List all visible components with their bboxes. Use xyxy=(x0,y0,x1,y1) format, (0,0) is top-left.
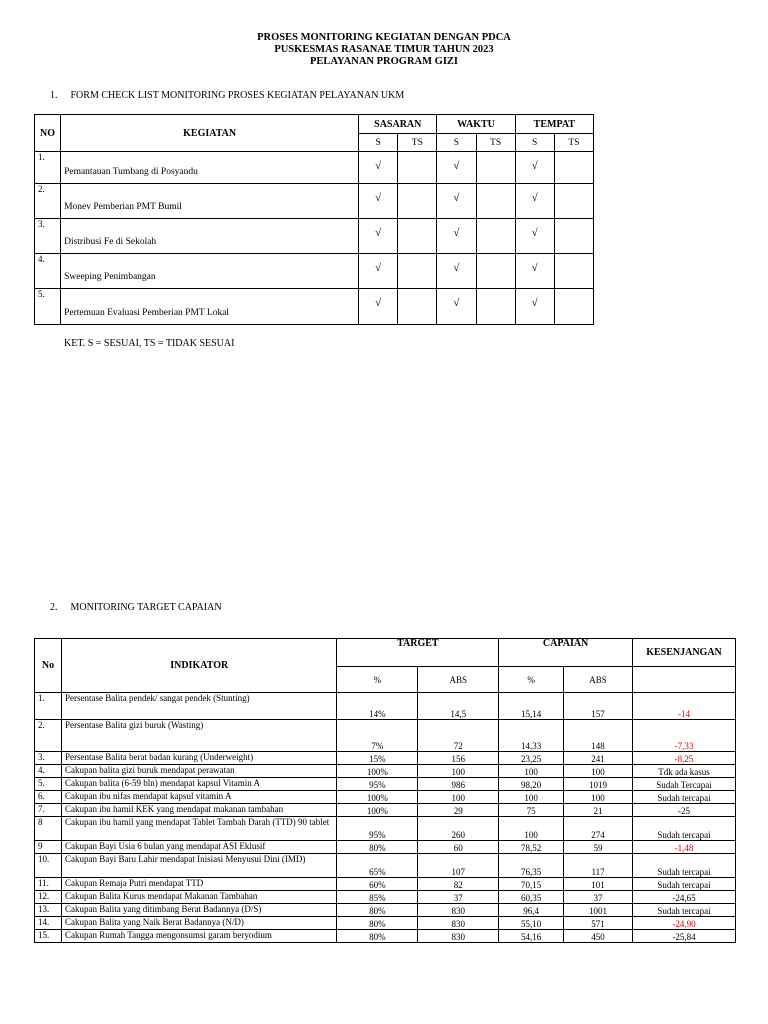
row-capaian-abs: 101 xyxy=(564,878,633,891)
section-1-heading xyxy=(50,90,404,101)
check-waktu-s: √ xyxy=(437,289,476,325)
row-capaian-abs: 37 xyxy=(564,891,633,904)
row-indikator: Cakupan balita (6-59 bln) mendapat kapsul Vitamin A xyxy=(61,778,337,791)
section-2-title: MONITORING TARGET CAPAIAN xyxy=(70,602,222,613)
row-no: 2. xyxy=(35,720,62,752)
row-capaian-abs: 59 xyxy=(564,841,633,854)
row-target-abs: 100 xyxy=(418,765,499,778)
row-target-pct: 85% xyxy=(337,891,418,904)
row-indikator: Persentase Balita berat badan kurang (Underweight) xyxy=(61,752,337,765)
col-header-kegiatan: KEGIATAN xyxy=(61,115,359,152)
row-indikator: Cakupan balita gizi buruk mendapat perawatan xyxy=(61,765,337,778)
row-no: 9 xyxy=(35,841,62,854)
row-kesenjangan: Sudah tercapai xyxy=(633,791,736,804)
row-capaian-abs: 1019 xyxy=(564,778,633,791)
row-target-abs: 29 xyxy=(418,804,499,817)
row-capaian-pct: 54,16 xyxy=(499,930,564,943)
checklist-table xyxy=(34,114,594,325)
row-target-abs: 260 xyxy=(418,817,499,841)
row-capaian-pct: 96,4 xyxy=(499,904,564,917)
row-indikator: Cakupan ibu hamil yang mendapat Tablet Tambah Darah (TTD) 90 tablet xyxy=(61,817,337,841)
section-1-title: FORM CHECK LIST MONITORING PROSES KEGIATAN PELAYANAN UKM xyxy=(70,90,405,101)
check-waktu-s: √ xyxy=(437,152,476,184)
row-capaian-abs: 100 xyxy=(564,791,633,804)
subheader-target-abs: ABS xyxy=(418,667,499,693)
check-sasaran-ts xyxy=(398,152,437,184)
check-waktu-ts xyxy=(476,219,515,254)
check-sasaran-s: √ xyxy=(359,152,398,184)
legend-note: KET. S = SESUAI, TS = TIDAK SESUAI xyxy=(64,338,235,349)
row-kesenjangan: -14 xyxy=(633,693,736,720)
row-kegiatan: Distribusi Fe di Sekolah xyxy=(61,219,359,254)
col-header-tempat: TEMPAT xyxy=(515,115,593,134)
check-tempat-ts xyxy=(554,152,593,184)
table-row xyxy=(35,878,736,891)
row-kesenjangan: -8,25 xyxy=(633,752,736,765)
row-capaian-abs: 241 xyxy=(564,752,633,765)
check-waktu-ts xyxy=(476,289,515,325)
row-target-pct: 15% xyxy=(337,752,418,765)
row-target-pct: 100% xyxy=(337,791,418,804)
row-no: 12. xyxy=(35,891,62,904)
row-no: 14. xyxy=(35,917,62,930)
row-indikator: Cakupan Balita yang Naik Berat Badannya (N/D) xyxy=(61,917,337,930)
row-capaian-abs: 117 xyxy=(564,854,633,878)
table-row xyxy=(35,778,736,791)
check-waktu-s: √ xyxy=(437,219,476,254)
subheader-tempat-s: S xyxy=(515,134,554,152)
row-capaian-abs: 21 xyxy=(564,804,633,817)
subheader-kesenjangan-blank xyxy=(633,667,736,693)
row-target-pct: 95% xyxy=(337,817,418,841)
check-tempat-s: √ xyxy=(515,219,554,254)
check-sasaran-ts xyxy=(398,254,437,289)
row-capaian-pct: 15,14 xyxy=(499,693,564,720)
check-tempat-s: √ xyxy=(515,184,554,219)
check-tempat-s: √ xyxy=(515,254,554,289)
row-indikator: Cakupan Balita yang ditimbang Berat Badannya (D/S) xyxy=(61,904,337,917)
col-header-capaian: CAPAIAN xyxy=(499,639,633,667)
row-no: 10. xyxy=(35,854,62,878)
row-kesenjangan: -24,90 xyxy=(633,917,736,930)
row-target-pct: 100% xyxy=(337,765,418,778)
row-kegiatan: Monev Pemberian PMT Bumil xyxy=(61,184,359,219)
table-row xyxy=(35,817,736,841)
row-capaian-abs: 571 xyxy=(564,917,633,930)
row-kesenjangan: Sudah Tercapai xyxy=(633,778,736,791)
doc-title-line-1: PROSES MONITORING KEGIATAN DENGAN PDCA xyxy=(257,32,511,43)
table-row xyxy=(35,289,594,325)
row-no: 4. xyxy=(35,765,62,778)
row-target-abs: 107 xyxy=(418,854,499,878)
row-indikator: Persentase Balita pendek/ sangat pendek (Stunting) xyxy=(61,693,337,720)
row-kesenjangan: -1,48 xyxy=(633,841,736,854)
row-capaian-abs: 157 xyxy=(564,693,633,720)
check-waktu-s: √ xyxy=(437,254,476,289)
row-capaian-pct: 100 xyxy=(499,765,564,778)
col-header-sasaran: SASARAN xyxy=(359,115,437,134)
row-target-abs: 986 xyxy=(418,778,499,791)
row-capaian-abs: 148 xyxy=(564,720,633,752)
row-target-abs: 830 xyxy=(418,904,499,917)
row-target-abs: 82 xyxy=(418,878,499,891)
row-capaian-abs: 100 xyxy=(564,765,633,778)
subheader-waktu-s: S xyxy=(437,134,476,152)
table-row xyxy=(35,152,594,184)
row-kesenjangan: Sudah tercapai xyxy=(633,878,736,891)
row-kegiatan: Pertemuan Evaluasi Pemberian PMT Lokal xyxy=(61,289,359,325)
table-row xyxy=(35,930,736,943)
row-target-pct: 80% xyxy=(337,917,418,930)
row-kesenjangan: Sudah tercapai xyxy=(633,854,736,878)
subheader-waktu-ts: TS xyxy=(476,134,515,152)
row-no: 2. xyxy=(35,184,61,219)
row-target-abs: 100 xyxy=(418,791,499,804)
subheader-sasaran-ts: TS xyxy=(398,134,437,152)
row-target-pct: 7% xyxy=(337,720,418,752)
check-sasaran-ts xyxy=(398,184,437,219)
check-sasaran-ts xyxy=(398,219,437,254)
row-no: 1. xyxy=(35,693,62,720)
row-capaian-pct: 100 xyxy=(499,817,564,841)
row-no: 4. xyxy=(35,254,61,289)
row-capaian-abs: 274 xyxy=(564,817,633,841)
row-capaian-pct: 78,52 xyxy=(499,841,564,854)
check-tempat-ts xyxy=(554,289,593,325)
row-capaian-pct: 14,33 xyxy=(499,720,564,752)
subheader-tempat-ts: TS xyxy=(554,134,593,152)
section-2-number: 2. xyxy=(50,602,58,613)
table-row xyxy=(35,917,736,930)
check-tempat-ts xyxy=(554,254,593,289)
row-target-abs: 156 xyxy=(418,752,499,765)
table-row xyxy=(35,891,736,904)
row-target-pct: 80% xyxy=(337,904,418,917)
row-no: 7. xyxy=(35,804,62,817)
table-row xyxy=(35,791,736,804)
check-waktu-ts xyxy=(476,152,515,184)
check-tempat-s: √ xyxy=(515,152,554,184)
col-header-target: TARGET xyxy=(337,639,499,667)
table-row xyxy=(35,804,736,817)
row-target-abs: 14,5 xyxy=(418,693,499,720)
table-row xyxy=(35,693,736,720)
subheader-capaian-pct: % xyxy=(499,667,564,693)
row-target-pct: 14% xyxy=(337,693,418,720)
check-waktu-ts xyxy=(476,254,515,289)
row-no: 6. xyxy=(35,791,62,804)
row-indikator: Cakupan Bayi Usia 6 bulan yang mendapat ASI Eklusif xyxy=(61,841,337,854)
row-indikator: Cakupan ibu nifas mendapat kapsul vitamin A xyxy=(61,791,337,804)
col-header-kesenjangan: KESENJANGAN xyxy=(633,639,736,667)
subheader-capaian-abs: ABS xyxy=(564,667,633,693)
row-capaian-abs: 1001 xyxy=(564,904,633,917)
row-target-pct: 100% xyxy=(337,804,418,817)
table-row xyxy=(35,219,594,254)
row-capaian-pct: 23,25 xyxy=(499,752,564,765)
subheader-sasaran-s: S xyxy=(359,134,398,152)
row-no: 13. xyxy=(35,904,62,917)
row-kesenjangan: Tdk ada kasus xyxy=(633,765,736,778)
row-no: 5. xyxy=(35,778,62,791)
col-header-no: NO xyxy=(35,115,61,152)
row-capaian-pct: 100 xyxy=(499,791,564,804)
row-indikator: Cakupan ibu hamil KEK yang mendapat makanan tambahan xyxy=(61,804,337,817)
row-capaian-pct: 70,15 xyxy=(499,878,564,891)
row-target-pct: 95% xyxy=(337,778,418,791)
table-row xyxy=(35,752,736,765)
row-target-abs: 72 xyxy=(418,720,499,752)
row-no: 8 xyxy=(35,817,62,841)
row-capaian-abs: 450 xyxy=(564,930,633,943)
row-no: 5. xyxy=(35,289,61,325)
row-indikator: Cakupan Rumah Tangga mengonsumsi garam beryodium xyxy=(61,930,337,943)
check-tempat-ts xyxy=(554,184,593,219)
col-header-waktu: WAKTU xyxy=(437,115,515,134)
check-sasaran-s: √ xyxy=(359,289,398,325)
row-target-abs: 830 xyxy=(418,917,499,930)
row-target-pct: 80% xyxy=(337,930,418,943)
row-kesenjangan: Sudah tercapai xyxy=(633,817,736,841)
table-row xyxy=(35,841,736,854)
row-no: 3. xyxy=(35,752,62,765)
row-kegiatan: Sweeping Penimbangan xyxy=(61,254,359,289)
table-row xyxy=(35,854,736,878)
subheader-target-pct: % xyxy=(337,667,418,693)
doc-title-line-2: PUSKESMAS RASANAE TIMUR TAHUN 2023 xyxy=(274,44,494,55)
check-tempat-ts xyxy=(554,219,593,254)
row-target-pct: 65% xyxy=(337,854,418,878)
col-header-no: No xyxy=(35,639,62,693)
row-target-abs: 830 xyxy=(418,930,499,943)
row-kesenjangan: -25,84 xyxy=(633,930,736,943)
row-indikator: Cakupan Bayi Baru Lahir mendapat Inisiasi Menyusui Dini (IMD) xyxy=(61,854,337,878)
section-2-heading xyxy=(50,602,222,613)
check-sasaran-s: √ xyxy=(359,184,398,219)
row-capaian-pct: 98,20 xyxy=(499,778,564,791)
col-header-indikator: INDIKATOR xyxy=(61,639,337,693)
row-capaian-pct: 76,35 xyxy=(499,854,564,878)
check-sasaran-ts xyxy=(398,289,437,325)
check-tempat-s: √ xyxy=(515,289,554,325)
row-kesenjangan: -7,33 xyxy=(633,720,736,752)
table-row xyxy=(35,904,736,917)
table-row xyxy=(35,184,594,219)
check-waktu-s: √ xyxy=(437,184,476,219)
row-target-pct: 80% xyxy=(337,841,418,854)
row-target-pct: 60% xyxy=(337,878,418,891)
row-kesenjangan: -24,65 xyxy=(633,891,736,904)
row-target-abs: 37 xyxy=(418,891,499,904)
row-indikator: Cakupan Remaja Putri mendapat TTD xyxy=(61,878,337,891)
row-indikator: Cakupan Balita Kurus mendapat Makanan Tambahan xyxy=(61,891,337,904)
row-kegiatan: Pemantauan Tumbang di Posyandu xyxy=(61,152,359,184)
row-capaian-pct: 75 xyxy=(499,804,564,817)
doc-title-line-3: PELAYANAN PROGRAM GIZI xyxy=(310,56,458,67)
target-capaian-table xyxy=(34,638,736,943)
table-row xyxy=(35,765,736,778)
row-kesenjangan: -25 xyxy=(633,804,736,817)
row-no: 1. xyxy=(35,152,61,184)
row-kesenjangan: Sudah tercapai xyxy=(633,904,736,917)
row-no: 11. xyxy=(35,878,62,891)
table-row xyxy=(35,254,594,289)
row-capaian-pct: 60,35 xyxy=(499,891,564,904)
row-no: 15. xyxy=(35,930,62,943)
check-sasaran-s: √ xyxy=(359,219,398,254)
row-target-abs: 60 xyxy=(418,841,499,854)
row-capaian-pct: 55,10 xyxy=(499,917,564,930)
row-indikator: Persentase Balita gizi buruk (Wasting) xyxy=(61,720,337,752)
table-row xyxy=(35,720,736,752)
check-sasaran-s: √ xyxy=(359,254,398,289)
section-1-number: 1. xyxy=(50,90,58,101)
check-waktu-ts xyxy=(476,184,515,219)
row-no: 3. xyxy=(35,219,61,254)
